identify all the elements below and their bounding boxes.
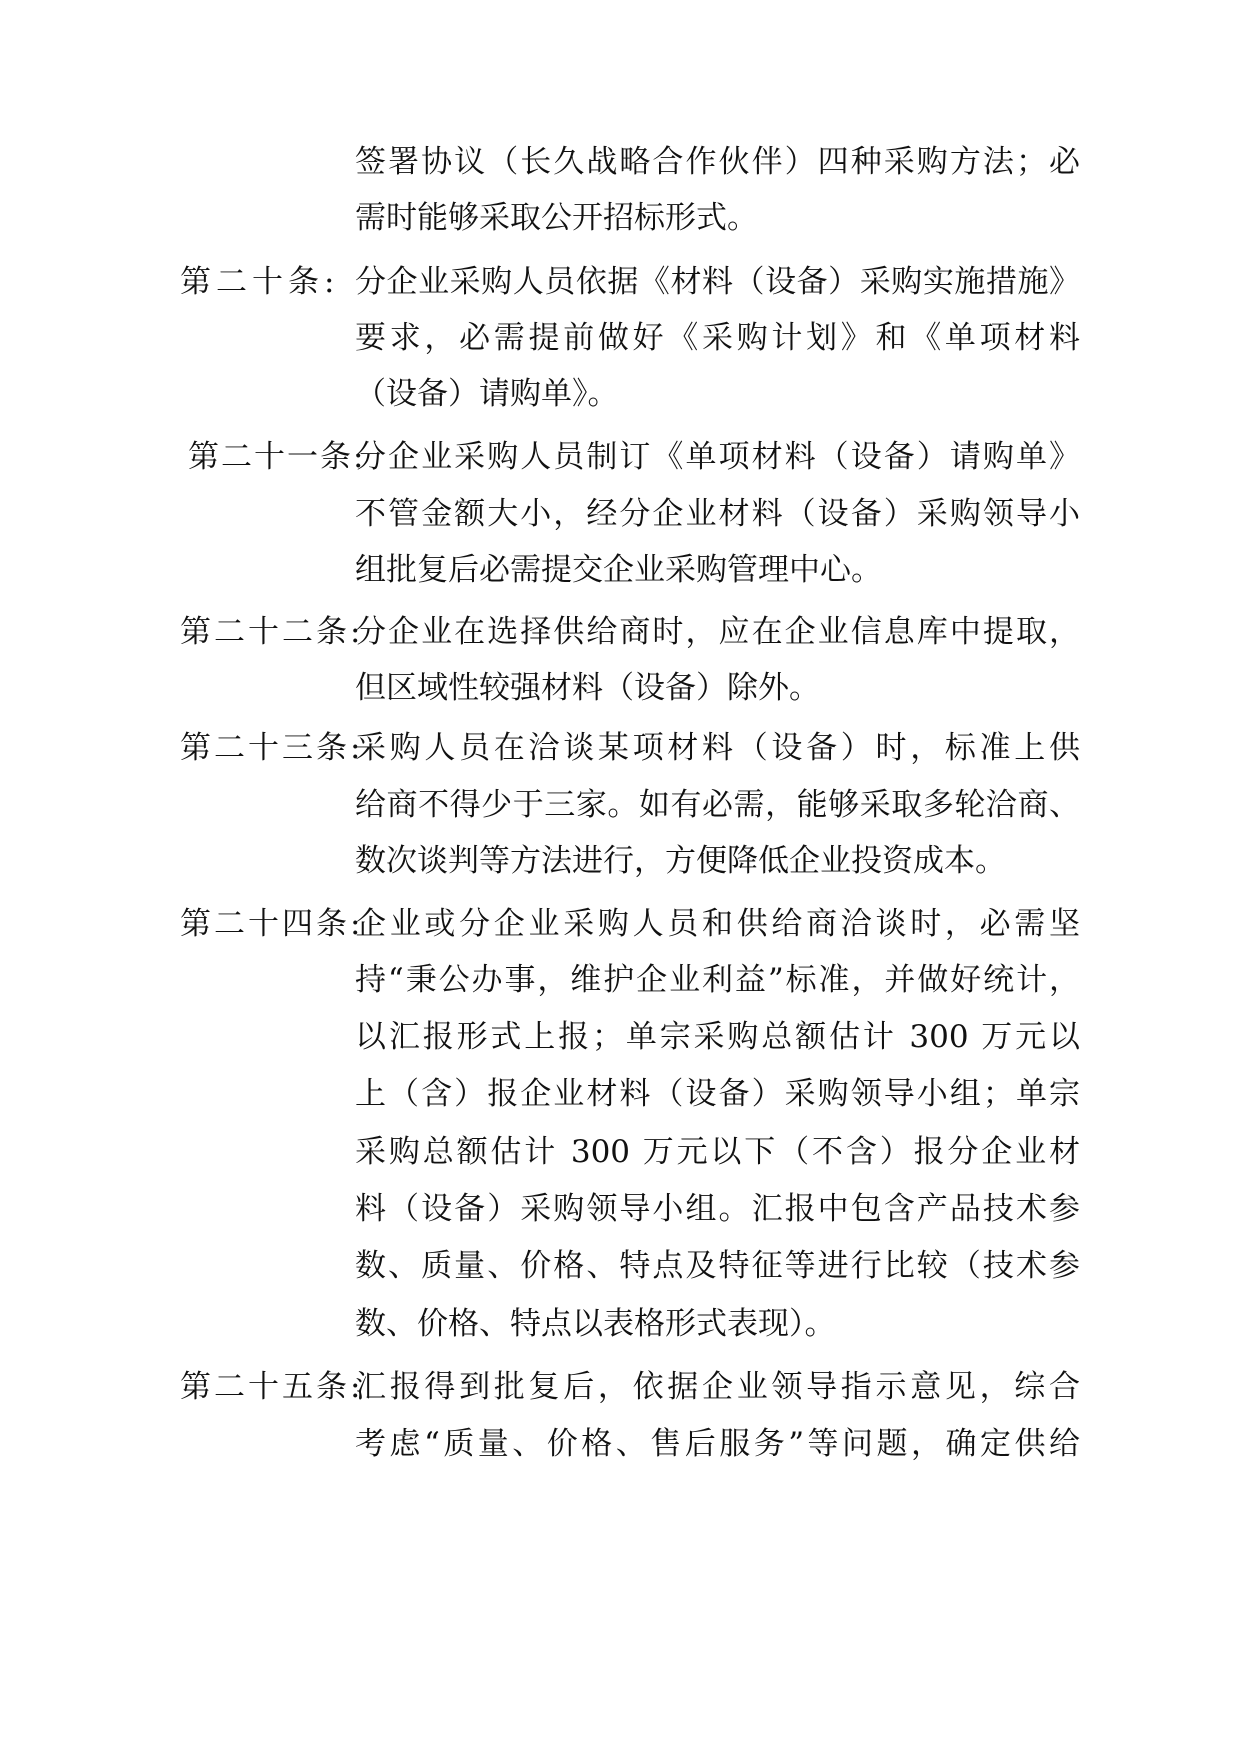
article-label: 第二十二条:	[180, 614, 364, 650]
intro-line: 需时能够采取公开招标形式。	[355, 200, 758, 236]
article-text: 分企业在选择供给商时，应在企业信息库中提取，	[355, 614, 1080, 650]
article-label: 第二十三条:	[180, 730, 364, 766]
article-text: 分企业采购人员制订《单项材料（设备）请购单》	[355, 439, 1080, 475]
article-24-line: 采购总额估计 300 万元以下（不含）报分企业材	[355, 1134, 1080, 1170]
article-23-line: 数次谈判等方法进行，方便降低企业投资成本。	[355, 843, 1006, 879]
article-20-line: （设备）请购单》。	[355, 376, 619, 412]
article-24-line: 数、质量、价格、特点及特征等进行比较（技术参	[355, 1248, 1080, 1284]
article-21-line: 不管金额大小，经分企业材料（设备）采购领导小	[355, 496, 1080, 532]
article-23-line: 给商不得少于三家。如有必需，能够采取多轮洽商、	[355, 787, 1080, 823]
article-24-first-line	[180, 904, 1080, 944]
article-22-first-line	[180, 612, 1080, 652]
article-21-line: 组批复后必需提交企业采购管理中心。	[355, 552, 882, 588]
article-25-line: 考虑“质量、价格、售后服务”等问题，确定供给	[355, 1426, 1080, 1462]
article-text: 企业或分企业采购人员和供给商洽谈时，必需坚	[355, 906, 1080, 942]
article-text: 汇报得到批复后，依据企业领导指示意见，综合	[355, 1369, 1080, 1405]
article-20-first-line	[180, 262, 1080, 302]
article-label: 第二十五条:	[180, 1369, 364, 1405]
article-text: 分企业采购人员依据《材料（设备）采购实施措施》	[355, 264, 1080, 300]
article-24-line: 数、价格、特点以表格形式表现）。	[355, 1306, 836, 1342]
article-24-line: 持“秉公办事，维护企业利益”标准，并做好统计，	[355, 962, 1080, 998]
article-label: 第二十四条:	[180, 906, 364, 942]
article-24-line: 上（含）报企业材料（设备）采购领导小组；单宗	[355, 1076, 1080, 1112]
article-24-line: 料（设备）采购领导小组。汇报中包含产品技术参	[355, 1191, 1080, 1227]
intro-line: 签署协议（长久战略合作伙伴）四种采购方法；必	[355, 144, 1080, 180]
article-21-first-line	[188, 437, 1080, 477]
article-25-first-line	[180, 1367, 1080, 1407]
article-24-line: 以汇报形式上报；单宗采购总额估计 300 万元以	[355, 1019, 1080, 1055]
article-23-first-line	[180, 728, 1080, 768]
article-20-line: 要求，必需提前做好《采购计划》和《单项材料	[355, 320, 1080, 356]
article-label: 第二十条:	[180, 264, 340, 300]
article-text: 采购人员在洽谈某项材料（设备）时，标准上供	[355, 730, 1080, 766]
article-label: 第二十一条:	[188, 439, 366, 475]
article-22-line: 但区域性较强材料（设备）除外。	[355, 670, 820, 706]
